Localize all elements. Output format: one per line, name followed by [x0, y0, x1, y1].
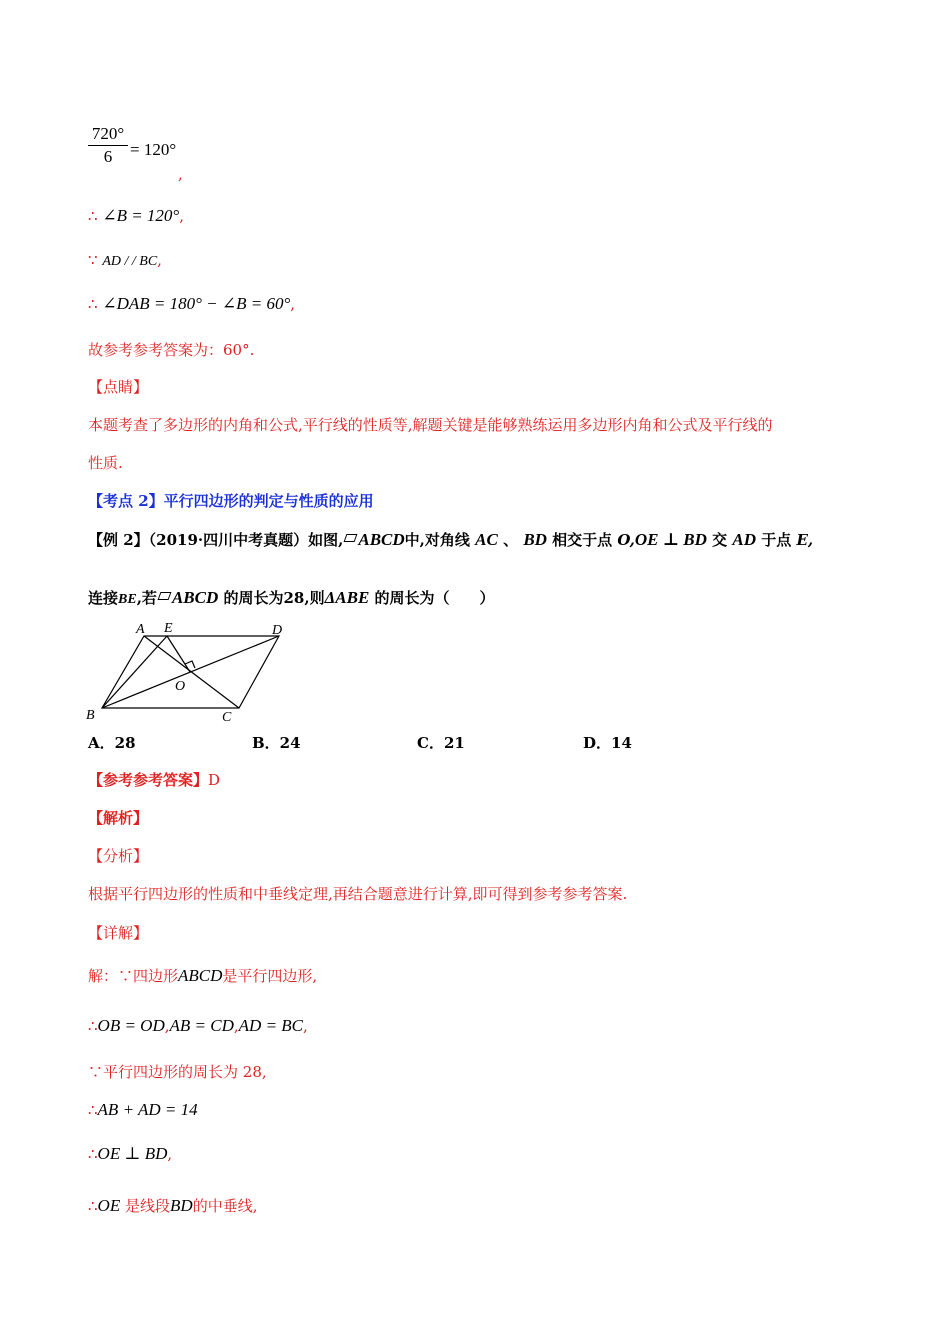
therefore-symbol: ∴	[88, 295, 98, 313]
text: 中,对角线	[404, 531, 470, 549]
point-o: O,	[617, 531, 635, 549]
math-ob-od: OB = OD	[97, 1016, 165, 1035]
work-line-angle-dab	[88, 294, 295, 314]
text: 则	[309, 589, 325, 607]
math-ab-cd: AB = CD	[169, 1016, 234, 1035]
therefore-symbol: ∴	[88, 207, 98, 225]
fraction-720-over-6	[88, 124, 128, 167]
example-question-line-1	[88, 530, 813, 550]
therefore-symbol: ∴	[88, 1145, 98, 1163]
text: 的周长为（ ）	[374, 589, 495, 607]
text: 连接	[88, 589, 119, 607]
math-bd: BD	[523, 530, 547, 549]
angle-b-equation: ∠B = 120°	[102, 206, 180, 225]
answer-line: 故参考参考答案为：60°.	[88, 341, 255, 359]
text: 的中垂线,	[192, 1197, 258, 1215]
text: ,若	[136, 589, 157, 607]
label-d: D	[272, 623, 283, 638]
example-label: 【例 2】	[88, 531, 149, 549]
label-e: E	[164, 621, 173, 636]
math-ac: AC	[475, 530, 498, 549]
math-ab-plus-ad: AB + AD = 14	[97, 1100, 198, 1119]
option-a[interactable]: A．28	[88, 734, 136, 752]
solution-step-3: ∵平行四边形的周长为 28,	[88, 1063, 267, 1081]
segment-oe	[167, 636, 190, 672]
comma: ,	[290, 295, 296, 313]
math-ad-bc: AD = BC	[238, 1016, 304, 1035]
math-be: BE	[118, 592, 137, 607]
label-a: A	[136, 622, 145, 637]
example-question-line-2	[88, 588, 495, 610]
math-bd: BD	[170, 1196, 193, 1215]
dianjing-text-1: 本题考查了多边形的内角和公式,平行线的性质等,解题关键是能够熟练运用多边形内角和公式及平行线的	[88, 416, 773, 434]
answer-label: 【参考参考答案】	[88, 771, 209, 789]
comma: ,	[233, 1017, 239, 1035]
math-ad: AD	[732, 530, 757, 549]
text: 是平行四边形,	[222, 967, 318, 985]
label-c: C	[222, 710, 232, 725]
comma: ,	[303, 1017, 308, 1035]
dianjing-text-2: 性质.	[88, 454, 123, 472]
text: 解：∵四边形	[88, 967, 179, 985]
comma: ,	[157, 251, 162, 269]
solution-step-5	[88, 1144, 172, 1164]
fraction-numerator: 720°	[88, 124, 128, 146]
parallelogram-icon	[344, 534, 358, 542]
fenxi-text: 根据平行四边形的性质和中垂线定理,再结合题意进行计算,即可得到参考参考答案.	[88, 885, 628, 903]
because-symbol: ∵	[88, 251, 98, 269]
jiexi-label: 【解析】	[88, 809, 149, 827]
angle-dab-equation: ∠DAB = 180° − ∠B = 60°	[102, 294, 291, 313]
math-oe-perp-bd: OE ⊥ BD	[97, 1144, 168, 1163]
therefore-symbol: ∴	[88, 1101, 98, 1119]
segment-be	[102, 636, 167, 708]
example-source: （2019·四川中考真题）如图,	[148, 531, 344, 549]
work-line-angle-b	[88, 206, 184, 226]
fraction-result-line	[130, 140, 176, 160]
text: 是线段	[125, 1197, 171, 1215]
parallelogram-figure	[84, 618, 304, 728]
comma: ,	[179, 207, 185, 225]
fenxi-label: 【分析】	[88, 847, 149, 865]
text: 相交于点	[552, 531, 613, 549]
solution-step-4	[88, 1100, 198, 1120]
math-oe-perp-bd: OE ⊥ BD	[634, 530, 707, 549]
option-d[interactable]: D．14	[583, 734, 632, 752]
solution-step-6	[88, 1196, 257, 1216]
section-heading: 【考点 2】平行四边形的判定与性质的应用	[88, 492, 374, 510]
text: 交	[712, 531, 728, 549]
ad-parallel-bc: AD / / BC	[102, 254, 158, 269]
math-abcd: ABCD	[178, 966, 223, 985]
point-e: E,	[796, 531, 814, 549]
dianjing-label: 【点睛】	[88, 378, 149, 396]
text: 的周长为	[223, 589, 284, 607]
answer-value: D	[208, 771, 221, 789]
parallelogram-icon	[157, 592, 171, 600]
therefore-symbol: ∴	[88, 1017, 98, 1035]
option-b[interactable]: B．24	[252, 734, 301, 752]
xiangjie-label: 【详解】	[88, 924, 149, 942]
fraction-comma: ,	[178, 165, 183, 183]
label-o: O	[175, 679, 186, 694]
math-abcd: ABCD	[171, 588, 219, 607]
work-line-parallel	[88, 250, 162, 272]
solution-step-1	[88, 966, 317, 986]
text: 、	[503, 531, 519, 549]
solution-step-2	[88, 1016, 308, 1036]
therefore-symbol: ∴	[88, 1197, 98, 1215]
fraction-result: = 120°	[130, 140, 177, 159]
comma: ,	[164, 1017, 170, 1035]
fraction-denominator: 6	[103, 147, 113, 166]
math-abcd: ABCD	[358, 530, 405, 549]
perimeter-value: 28,	[283, 589, 310, 607]
answer-row	[88, 770, 220, 790]
text: 于点	[761, 531, 792, 549]
math-triangle-abe: ΔABE	[324, 588, 370, 607]
label-b: B	[86, 708, 95, 723]
math-oe: OE	[97, 1196, 121, 1215]
option-c[interactable]: C．21	[417, 734, 465, 752]
comma: ,	[167, 1145, 173, 1163]
diagonal-bd	[102, 636, 279, 708]
